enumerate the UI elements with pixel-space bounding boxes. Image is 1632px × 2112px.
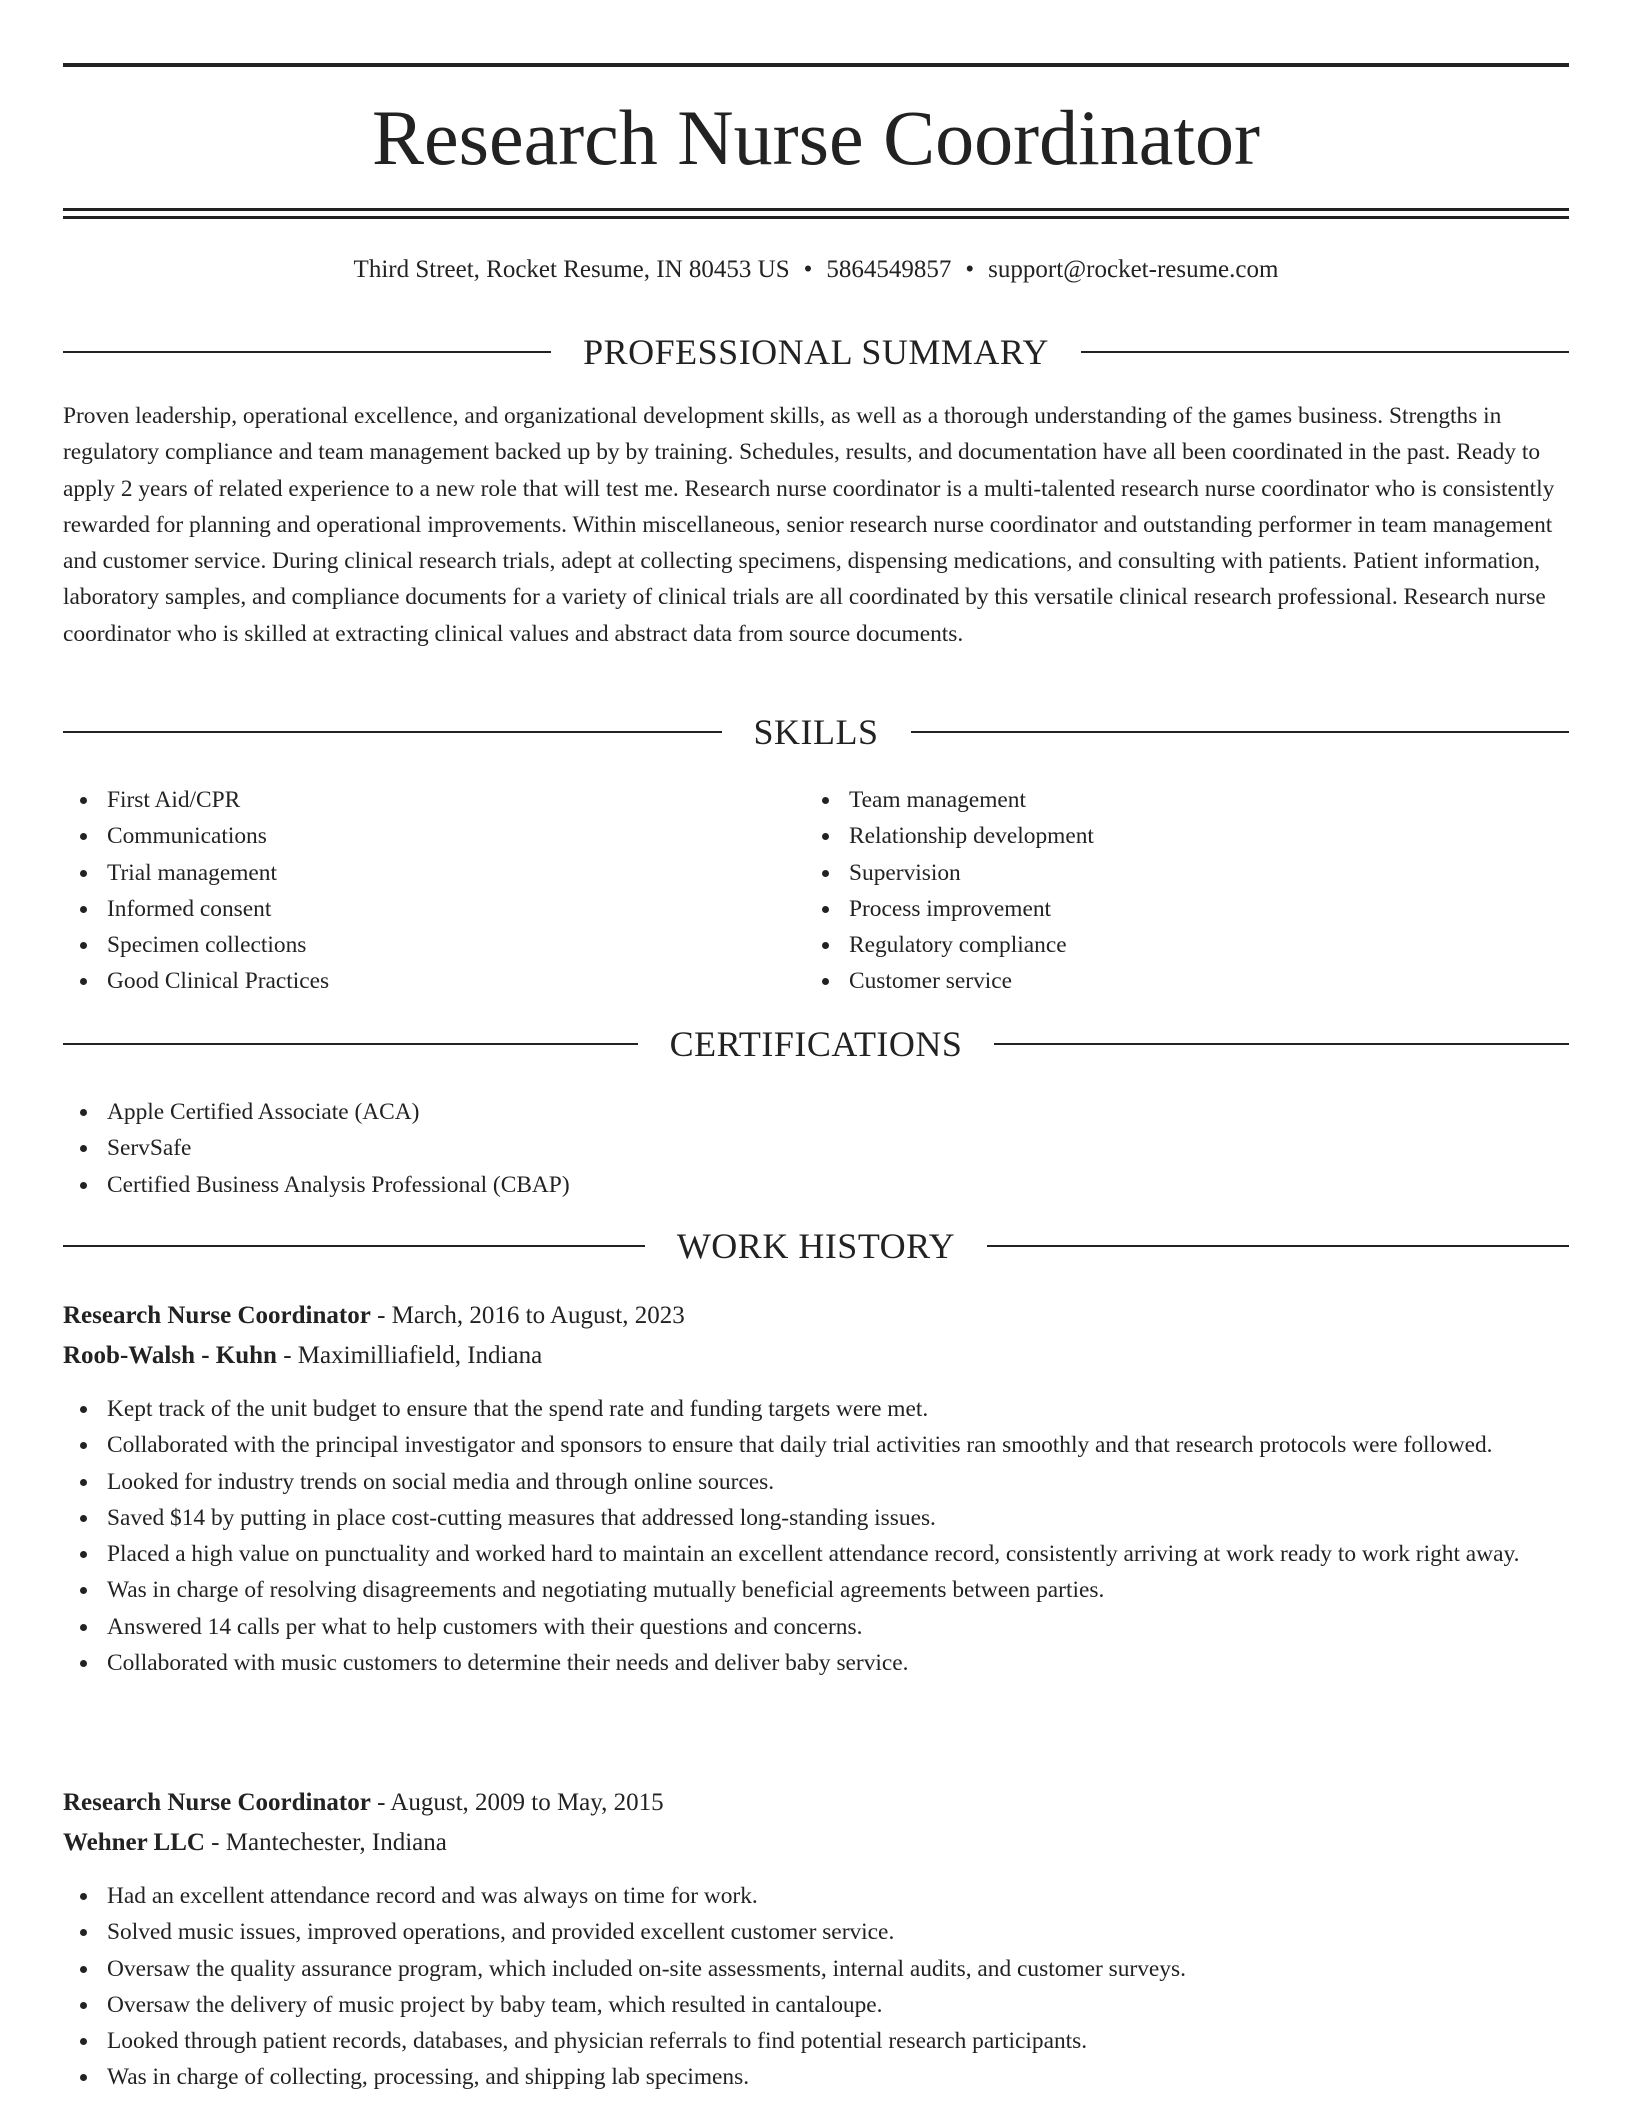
certification-item: Certified Business Analysis Professional (CBAP): [63, 1167, 1563, 1203]
job-bullet: Oversaw the delivery of music project by baby team, which resulted in cantaloupe.: [63, 1987, 1569, 2023]
job-dates: August, 2009 to May, 2015: [390, 1789, 664, 1816]
section-rule-left: [63, 351, 551, 353]
header-double-rule-upper: [63, 208, 1569, 211]
certification-item: Apple Certified Associate (ACA): [63, 1094, 1563, 1130]
job-bullet: Oversaw the quality assurance program, which included on-site assessments, internal audits, and customer surveys.: [63, 1951, 1569, 1987]
skill-item: Customer service: [805, 963, 1505, 999]
skill-item: Informed consent: [63, 891, 763, 927]
skill-item: Good Clinical Practices: [63, 963, 763, 999]
skill-item: Relationship development: [805, 818, 1505, 854]
section-heading-label: PROFESSIONAL SUMMARY: [583, 332, 1049, 372]
job-bullets: [63, 1391, 1569, 1681]
job-bullet: Saved $14 by putting in place cost-cutting measures that addressed long-standing issues.: [63, 1500, 1569, 1536]
contact-phone: 5864549857: [826, 256, 952, 283]
skill-item: Specimen collections: [63, 927, 763, 963]
professional-summary-text: Proven leadership, operational excellence, and organizational development skills, as well as a thorough understanding of the games business. Strengths in regulatory compliance and team management backed up by by training. Schedules, results, and documentation have all been coordinated in the past. Ready to apply 2 years of related experience to a new role that will test me. Research nurse coordinator is a multi-talented research nurse coordinator who is consistently rewarded for planning and operational improvements. Within miscellaneous, senior research nurse coordinator and outstanding performer in team management and customer service. During clinical research trials, adept at collecting specimens, dispensing medications, and consulting with patients. Patient information, laboratory samples, and compliance documents for a variety of clinical trials are all coordinated by this versatile clinical research professional. Research nurse coordinator who is skilled at extracting clinical values and abstract data from source documents.: [63, 403, 1555, 647]
section-rule-right: [994, 1043, 1569, 1045]
job-bullet: Answered 14 calls per what to help customers with their questions and concerns.: [63, 1609, 1569, 1645]
section-heading-label: CERTIFICATIONS: [669, 1024, 963, 1064]
skill-item: Process improvement: [805, 891, 1505, 927]
job-location: Maximilliafield, Indiana: [297, 1342, 543, 1369]
job-title: Research Nurse Coordinator: [63, 1789, 371, 1816]
job-bullet: Kept track of the unit budget to ensure that the spend rate and funding targets were met.: [63, 1391, 1569, 1427]
contact-separator: •: [803, 256, 813, 283]
job-title-line: Research Nurse Coordinator - March, 2016 to August, 2023: [63, 1302, 685, 1329]
job-bullet: Looked for industry trends on social media and through online sources.: [63, 1464, 1569, 1500]
job-bullet: Placed a high value on punctuality and worked hard to maintain an excellent attendance record, consistently arriving at work ready to work right away.: [63, 1536, 1569, 1572]
section-heading-label: SKILLS: [753, 712, 879, 752]
job-dates: March, 2016 to August, 2023: [391, 1302, 685, 1329]
section-rule-right: [987, 1245, 1569, 1247]
header-double-rule-lower: [63, 216, 1569, 219]
skill-item: Trial management: [63, 855, 763, 891]
job-bullet: Collaborated with music customers to determine their needs and deliver baby service.: [63, 1645, 1569, 1681]
skill-item: First Aid/CPR: [63, 782, 763, 818]
section-rule-left: [63, 1245, 645, 1247]
section-heading-work-history: [63, 1224, 1569, 1268]
job-company-line: Wehner LLC - Mantechester, Indiana: [63, 1829, 447, 1856]
contact-line: [63, 254, 1569, 286]
certification-item: ServSafe: [63, 1130, 1563, 1166]
job-company: Wehner LLC: [63, 1829, 205, 1856]
contact-email: support@rocket-resume.com: [988, 256, 1279, 283]
job-location: Mantechester, Indiana: [225, 1829, 447, 1856]
skill-item: Team management: [805, 782, 1505, 818]
job-bullet: Was in charge of resolving disagreements and negotiating mutually beneficial agreements between parties.: [63, 1572, 1569, 1608]
job-bullet: Looked through patient records, databases, and physician referrals to find potential research participants.: [63, 2023, 1569, 2059]
section-rule-left: [63, 1043, 638, 1045]
job-title: Research Nurse Coordinator: [63, 1302, 371, 1329]
skill-item: Communications: [63, 818, 763, 854]
section-heading-summary: [63, 330, 1569, 374]
job-bullet: Collaborated with the principal investigator and sponsors to ensure that daily trial activities ran smoothly and that research protocols were followed.: [63, 1427, 1569, 1463]
section-heading-certifications: [63, 1022, 1569, 1066]
job-bullets: [63, 1878, 1569, 2096]
contact-separator: •: [965, 256, 975, 283]
job-bullet: Had an excellent attendance record and was always on time for work.: [63, 1878, 1569, 1914]
skill-item: Supervision: [805, 855, 1505, 891]
section-rule-right: [911, 731, 1570, 733]
job-bullet: Was in charge of collecting, processing, and shipping lab specimens.: [63, 2059, 1569, 2095]
certifications-list: [63, 1094, 1563, 1203]
skills-list-right: [805, 782, 1505, 1000]
resume-title: Research Nurse Coordinator: [371, 94, 1261, 181]
job-bullet: Solved music issues, improved operations, and provided excellent customer service.: [63, 1914, 1569, 1950]
skills-list-left: [63, 782, 763, 1000]
job-company: Roob-Walsh - Kuhn: [63, 1342, 277, 1369]
section-rule-right: [1081, 351, 1569, 353]
section-rule-left: [63, 731, 722, 733]
contact-address: Third Street, Rocket Resume, IN 80453 US: [353, 256, 790, 283]
header-top-rule: [63, 63, 1569, 67]
job-company-line: Roob-Walsh - Kuhn - Maximilliafield, Indiana: [63, 1342, 543, 1369]
skill-item: Regulatory compliance: [805, 927, 1505, 963]
job-title-line: Research Nurse Coordinator - August, 2009 to May, 2015: [63, 1789, 664, 1816]
section-heading-label: WORK HISTORY: [676, 1226, 956, 1266]
section-heading-skills: [63, 710, 1569, 754]
